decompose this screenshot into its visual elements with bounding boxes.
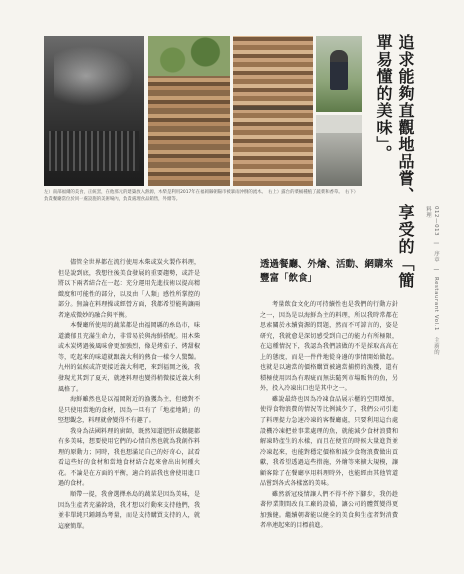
grill-shape [49,131,139,171]
roof-shape [316,115,362,133]
paragraph: 考量飲食文化的可持續性也是我們的行動方針之一，因為是以海鮮為主的料理，所以我時常都在思索關於永續資源的問題，然而不可諱言的，姿是研究，我就愈是深切感受到自己的能力有所極限，在這種情況下，我認為我們該做的不是採取高高在上的態度，而是一件件地從身邊的事情開始做起。也就是以適當的價格購買被適當捕撈的漁獲，還有積極使用因為有瑕疵而無法隨列市場販售的魚，另外，投入冷凍出口也是其中之一。 [260,301,398,393]
page-folio: 012—013 | 序章 | Restaurant Vol.1 主廚的料理 [425,206,439,356]
paragraph: 海鮮雖然也是以福岡附近的漁獲為主，但總對不是只使用當地的食材，因為一旦有了「地產地銷」的堅想觀念，料理就會變得不有趣了。 [58,396,200,425]
paragraph: 本餐廳所使用的蔬菜都是由福岡縣的糸島市，味道濃郁且充滿生命力，非常易於與海鮮搭配。用木柴或木炭烤過後風味會更加強烈，像是烤茄子、烤甜椒等，吃起來的味道就跟義大利的熱食一樣令人驚豔。九州的氣候或許更接近義大利吧，來到福岡之後，我發現尤其到了夏天，就連料理也變得稍微接近義大利風格了。 [58,322,200,393]
body-column-left [58,258,200,532]
plants-shape [148,36,230,76]
paragraph: 儘管全世界都在流行使用木柴或炭火製作料理，但是說到底，我想往後美食發展的重要趨勢，或許是將以下兩者結合在一起：充分運用先進技術以提高精緻度和可能性的部分，以及由「人類」感性所掌控的部分。無論在料理操或經營方面，我都希望能夠讓兩者達成微妙的融合與平衡。 [58,259,200,319]
section-heading: 透過餐廳、外燴、活動、網購來豐富「飲食」 [260,259,394,284]
photo-firewood-stack [148,36,230,186]
paragraph: 雖然新冠疫情讓人們不得不停下腳步，我仍趁著停業期間改良工廠的設備，讓公司的體質變得更加強健。繼續朝著能以健全的美食與生產者對消費者串連起來的目標前進。 [260,490,398,530]
paragraph: 雖說最終也因為冷凍食品展示櫃的空間增加，使得食物浪費的情況等比例減少了，我們公司引進了料理提力急速冷凍的客餐廳處，只要利用這台處設機冷凍把並事業處理的魚，就能減少食材浪費和解凍時產生的水樣，而且在便宜的時候大量進貨並冷凍起來，也能對穩定價格和減少食物浪費做出貢獻，我希望透過這些措施，外燴等來擴大規模，讓顧客除了在餐廳享用料理時外，也能經由其他管道品嘗到各式各樣富的美味。 [260,395,398,488]
body-column-right [260,300,398,532]
photo-facility-exterior [316,115,362,186]
paragraph: 順帶一提，我會選擇糸島的蔬菜是因為美味，是因為生產者充滿幹勁，我才想以行動來支持他們，我並非單純只鍾鍾為考量，而是支持購買支持的人，就這麼簡單。 [58,491,200,530]
page-title: 追求能夠直觀地品嘗、享受的「簡單易懂的美味」。 [374,34,415,289]
photo-rooftop-garden [316,36,362,112]
photo-caption: 左）南部福爾的美食，正統窯，在他那元的建築放入熱源，木柴是利用2017年在福岡縣朝陽市被暴雨沖倒的流木。 右上）露台的菜桶種植了蔬菜和香草。 右下）負責餐廳當位於同一處設施的美術場內，負責處理食品銷售，外燴等。 [44,190,359,202]
shelf-shape [233,106,313,110]
photo-firewood-shelf [233,36,313,186]
smoke-shape [54,46,134,106]
photo-grill-smoke [44,36,144,186]
paragraph: 我身為法國料理的廚師，既然知道肥肝或鵝腿都有多美味，想要使用它們的心情自然也就為我創作料理的原動力；同時，我也想滿足自己的好奇心，試看看這些好的食材和當地食材結合起來會出出何種火花。不論是在方面的平衡，適合的話我也會使用進口過的食材。 [58,427,200,488]
person-figure [330,50,348,90]
